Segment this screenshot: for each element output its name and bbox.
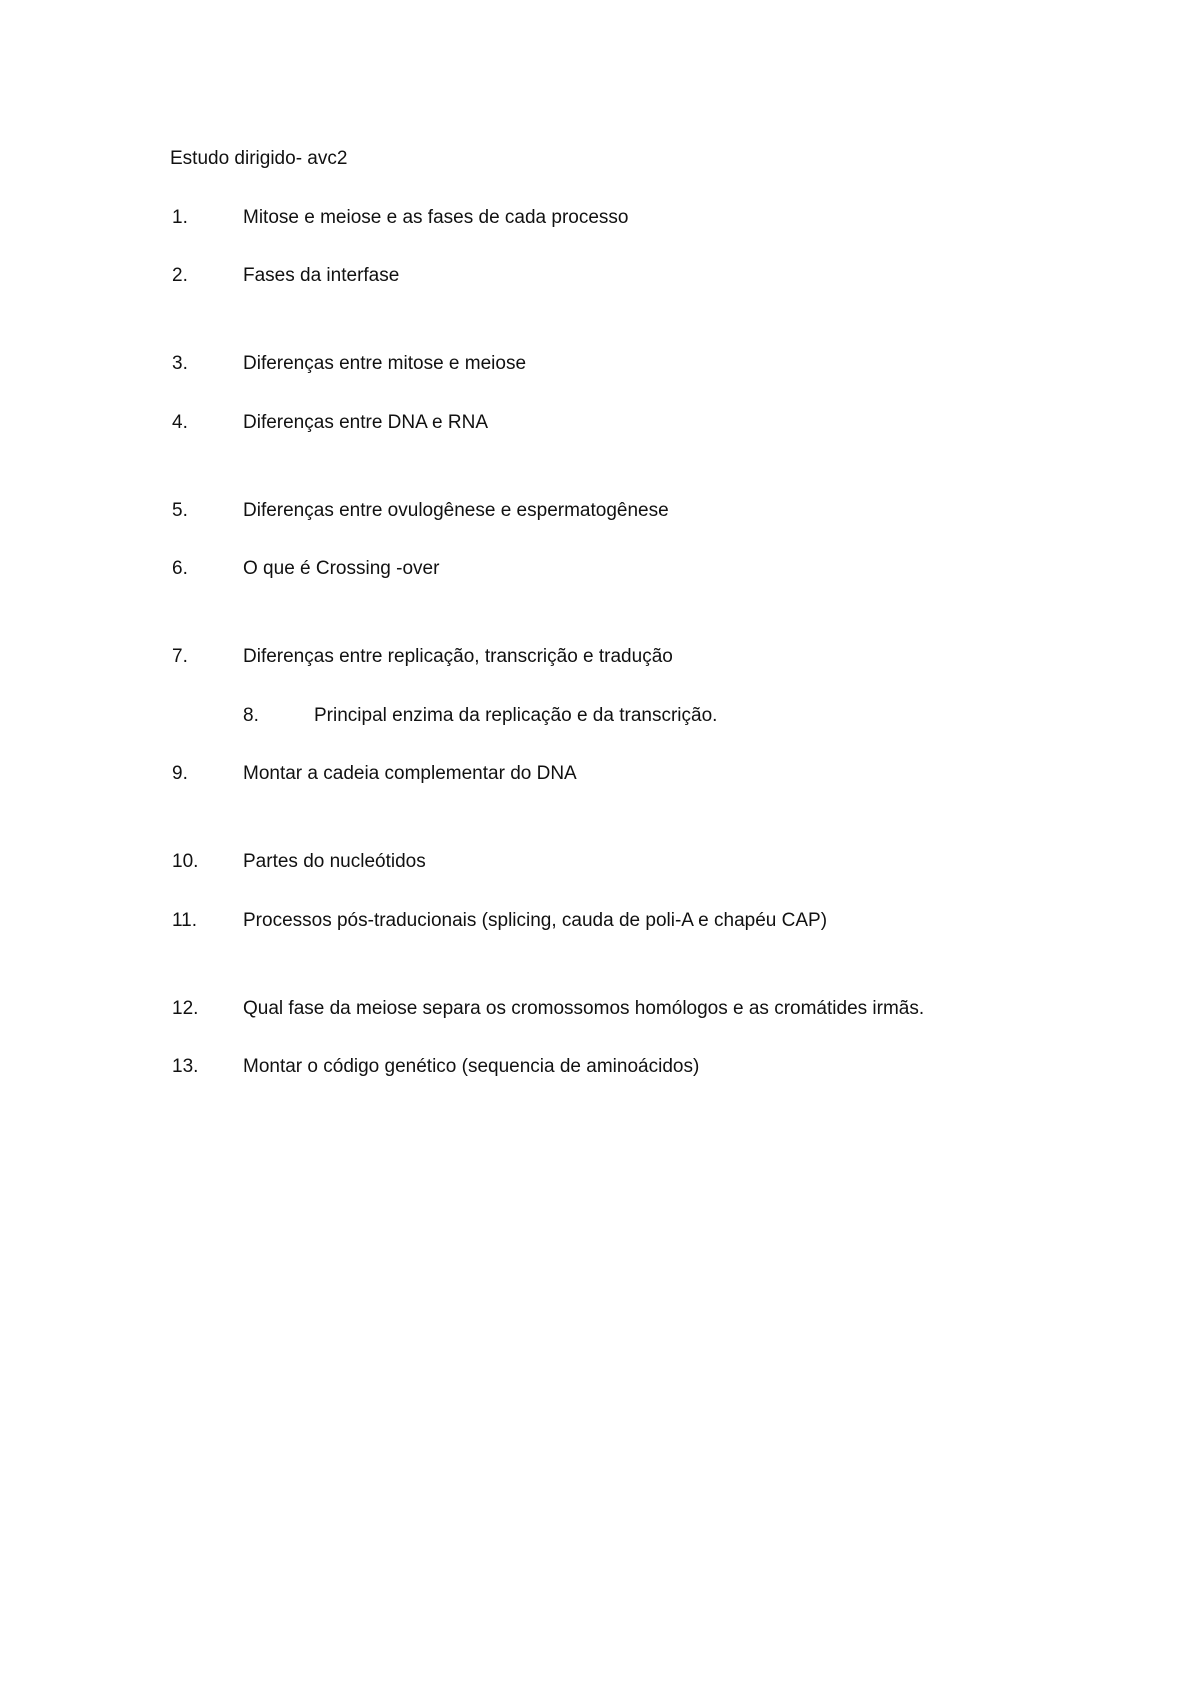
list-item-number: 7. — [172, 646, 188, 667]
list-item-number: 11. — [172, 910, 198, 931]
list-item-number: 2. — [172, 265, 188, 286]
list-item-text: Diferenças entre DNA e RNA — [243, 412, 488, 433]
list-item-text: Processos pós-traducionais (splicing, cauda de poli-A e chapéu CAP) — [243, 910, 828, 931]
list-item-number: 6. — [172, 558, 188, 579]
list-item-text: Principal enzima da replicação e da transcrição. — [314, 705, 718, 726]
list-item-text: Diferenças entre mitose e meiose — [243, 353, 527, 374]
list-item-number: 8. — [243, 705, 259, 726]
list-item-number: 12. — [172, 998, 199, 1019]
list-item-text: Qual fase da meiose separa os cromossomos homólogos e as cromátides irmãs. — [243, 998, 925, 1019]
list-item-text: Diferenças entre ovulogênese e espermatogênese — [243, 500, 669, 521]
list-item-number: 4. — [172, 412, 188, 433]
list-item-number: 1. — [172, 207, 188, 228]
document-title: Estudo dirigido- avc2 — [170, 148, 348, 169]
list-item-text: Fases da interfase — [243, 265, 400, 286]
list-item-text: Mitose e meiose e as fases de cada processo — [243, 207, 629, 228]
list-item-number: 5. — [172, 500, 188, 521]
list-item-number: 3. — [172, 353, 188, 374]
list-item-text: Partes do nucleótidos — [243, 851, 426, 872]
list-item-number: 10. — [172, 851, 199, 872]
list-item-text: Diferenças entre replicação, transcrição e tradução — [243, 646, 673, 667]
list-item-number: 9. — [172, 763, 188, 784]
list-item-text: O que é Crossing -over — [243, 558, 440, 579]
list-item-text: Montar a cadeia complementar do DNA — [243, 763, 577, 784]
list-item-text: Montar o código genético (sequencia de aminoácidos) — [243, 1056, 700, 1077]
list-item-number: 13. — [172, 1056, 199, 1077]
